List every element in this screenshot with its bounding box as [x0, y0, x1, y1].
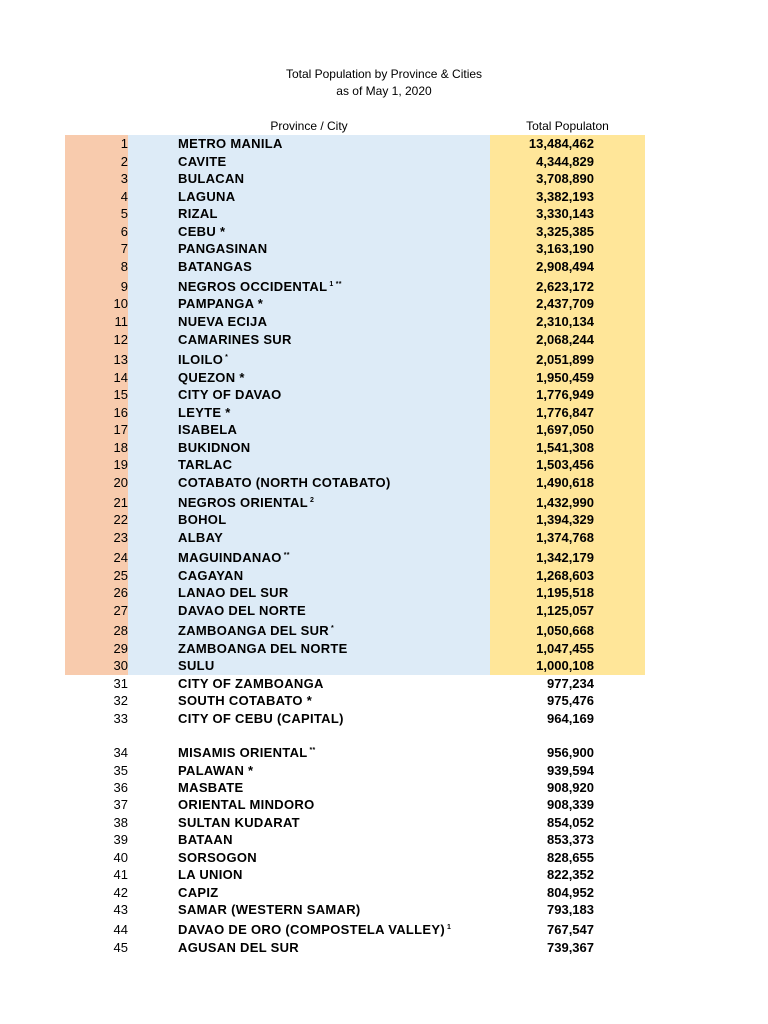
rank-cell: 6: [120, 224, 128, 239]
rank-cell: 11: [114, 314, 128, 329]
population-cell: 1,490,618: [536, 475, 594, 490]
table-row: [0, 693, 768, 710]
province-city-name: NEGROS ORIENTAL: [178, 495, 308, 510]
rank-cell: 9: [120, 279, 128, 294]
table-row: [0, 405, 768, 422]
population-cell: 793,183: [547, 902, 594, 917]
rank-cell: 28: [113, 623, 128, 638]
population-cell: 739,367: [547, 940, 594, 955]
rank-cell: 36: [113, 780, 128, 795]
rank-cell: 16: [113, 405, 128, 420]
population-cell: 767,547: [547, 922, 594, 937]
rank-cell: 40: [113, 850, 128, 865]
province-city-cell: [178, 352, 228, 367]
rank-cell: 33: [113, 711, 128, 726]
province-city-name: CITY OF DAVAO: [178, 387, 282, 402]
population-cell: 1,697,050: [536, 422, 594, 437]
province-city-cell: [178, 171, 244, 186]
province-city-name: CEBU *: [178, 224, 226, 239]
province-city-cell: [178, 457, 232, 472]
province-city-cell: [178, 224, 225, 239]
province-city-cell: [178, 711, 344, 726]
table-row: [0, 475, 768, 492]
province-city-name: LAGUNA: [178, 189, 236, 204]
table-row: [0, 136, 768, 153]
rank-cell: 45: [113, 940, 128, 955]
rank-cell: 29: [113, 641, 128, 656]
province-city-cell: [178, 867, 243, 882]
table-row: [0, 279, 768, 296]
population-cell: 1,268,603: [536, 568, 594, 583]
rank-cell: 24: [113, 550, 128, 565]
document-subtitle: as of May 1, 2020: [336, 84, 432, 98]
province-city-cell: [178, 641, 348, 656]
province-city-name: SULU: [178, 658, 215, 673]
province-city-name: MAGUINDANAO: [178, 550, 282, 565]
province-city-cell: [178, 405, 231, 420]
rank-cell: 38: [113, 815, 128, 830]
population-cell: 2,908,494: [536, 259, 594, 274]
rank-cell: 13: [113, 352, 128, 367]
province-city-name: METRO MANILA: [178, 136, 283, 151]
province-city-name: NEGROS OCCIDENTAL: [178, 279, 328, 294]
table-row: [0, 885, 768, 902]
province-city-name: CAMARINES SUR: [178, 332, 292, 347]
population-cell: 1,394,329: [536, 512, 594, 527]
population-cell: 853,373: [547, 832, 594, 847]
province-city-name: ORIENTAL MINDORO: [178, 797, 315, 812]
table-row: [0, 850, 768, 867]
province-city-cell: [178, 922, 451, 937]
province-city-name: MASBATE: [178, 780, 244, 795]
table-row: [0, 676, 768, 693]
province-city-name: COTABATO (NORTH COTABATO): [178, 475, 391, 490]
footnote-marker: *: [225, 354, 229, 361]
province-city-cell: [178, 623, 334, 638]
footnote-marker: **: [283, 552, 290, 559]
population-cell: 1,047,455: [536, 641, 594, 656]
footnote-marker: 1 **: [329, 281, 342, 288]
province-city-name: ILOILO: [178, 352, 224, 367]
province-city-cell: [178, 332, 292, 347]
population-cell: 1,503,456: [536, 457, 594, 472]
population-cell: 908,920: [547, 780, 594, 795]
province-city-name: ISABELA: [178, 422, 238, 437]
province-city-cell: [178, 550, 290, 565]
total-population-column-header: Total Populaton: [526, 119, 609, 133]
province-city-cell: [178, 495, 314, 510]
rank-cell: 30: [113, 658, 128, 673]
province-city-cell: [178, 780, 243, 795]
population-cell: 3,163,190: [536, 241, 594, 256]
population-cell: 1,000,108: [536, 658, 594, 673]
province-city-cell: [178, 885, 219, 900]
province-city-name: PALAWAN *: [178, 763, 254, 778]
table-row: [0, 568, 768, 585]
population-cell: 1,432,990: [536, 495, 594, 510]
table-row: [0, 745, 768, 762]
province-city-name: BATAAN: [178, 832, 233, 847]
table-row: [0, 815, 768, 832]
province-city-cell: [178, 693, 312, 708]
province-city-cell: [178, 940, 299, 955]
population-cell: 828,655: [547, 850, 594, 865]
rank-cell: 2: [120, 154, 128, 169]
population-cell: 13,484,462: [528, 136, 594, 151]
rank-cell: 34: [113, 745, 128, 760]
rank-cell: 32: [113, 693, 128, 708]
province-city-cell: [178, 512, 226, 527]
footnote-marker: 1: [446, 924, 452, 931]
table-row: [0, 206, 768, 223]
population-cell: 964,169: [547, 711, 594, 726]
province-city-name: PAMPANGA *: [178, 296, 264, 311]
province-city-cell: [178, 387, 282, 402]
province-city-cell: [178, 136, 283, 151]
population-cell: 1,374,768: [536, 530, 594, 545]
table-row: [0, 495, 768, 512]
table-row: [0, 641, 768, 658]
table-row: [0, 763, 768, 780]
population-cell: 1,541,308: [536, 440, 594, 455]
province-city-cell: [178, 815, 300, 830]
table-row: [0, 603, 768, 620]
rank-cell: 14: [113, 370, 128, 385]
table-row: [0, 189, 768, 206]
table-row: [0, 797, 768, 814]
table-row: [0, 585, 768, 602]
table-row: [0, 867, 768, 884]
table-row: [0, 940, 768, 957]
province-city-name: LANAO DEL SUR: [178, 585, 289, 600]
rank-cell: 39: [113, 832, 128, 847]
province-city-name: TARLAC: [178, 457, 233, 472]
table-row: [0, 171, 768, 188]
province-city-cell: [178, 475, 391, 490]
table-row: [0, 352, 768, 369]
province-city-cell: [178, 797, 314, 812]
table-row: [0, 241, 768, 258]
rank-cell: 1: [120, 136, 128, 151]
population-cell: 3,708,890: [536, 171, 594, 186]
province-city-name: ALBAY: [178, 530, 224, 545]
province-city-cell: [178, 422, 237, 437]
rank-cell: 8: [120, 259, 128, 274]
province-city-name: AGUSAN DEL SUR: [178, 940, 299, 955]
province-city-cell: [178, 314, 267, 329]
population-cell: 1,776,847: [536, 405, 594, 420]
province-city-cell: [178, 763, 253, 778]
rank-cell: 35: [113, 763, 128, 778]
population-cell: 854,052: [547, 815, 594, 830]
table-row: [0, 259, 768, 276]
footnote-marker: 2: [309, 497, 315, 504]
province-city-cell: [178, 259, 252, 274]
province-city-name: SAMAR (WESTERN SAMAR): [178, 902, 361, 917]
rank-cell: 31: [113, 676, 128, 691]
population-cell: 939,594: [547, 763, 594, 778]
province-city-cell: [178, 676, 324, 691]
province-city-column-header: Province / City: [270, 119, 348, 133]
table-row: [0, 296, 768, 313]
population-cell: 4,344,829: [536, 154, 594, 169]
rank-cell: 25: [113, 568, 128, 583]
table-row: [0, 550, 768, 567]
document-title: Total Population by Province & Cities: [285, 67, 483, 81]
table-row: [0, 154, 768, 171]
province-city-cell: [178, 850, 257, 865]
population-cell: 975,476: [547, 693, 594, 708]
table-row: [0, 780, 768, 797]
population-cell: 1,950,459: [536, 370, 594, 385]
table-row: [0, 332, 768, 349]
rank-cell: 15: [113, 387, 128, 402]
table-row: [0, 457, 768, 474]
population-cell: 2,051,899: [536, 352, 594, 367]
province-city-cell: [178, 745, 316, 760]
table-row: [0, 422, 768, 439]
population-cell: 804,952: [547, 885, 594, 900]
rank-cell: 20: [113, 475, 128, 490]
province-city-name: CAVITE: [178, 154, 227, 169]
table-row: [0, 922, 768, 939]
rank-cell: 22: [113, 512, 128, 527]
province-city-name: BATANGAS: [178, 259, 253, 274]
rank-cell: 41: [113, 867, 128, 882]
province-city-name: CAGAYAN: [178, 568, 244, 583]
rank-cell: 42: [113, 885, 128, 900]
province-city-name: BOHOL: [178, 512, 227, 527]
population-cell: 2,437,709: [536, 296, 594, 311]
population-cell: 1,776,949: [536, 387, 594, 402]
province-city-name: SOUTH COTABATO *: [178, 693, 313, 708]
table-row: [0, 387, 768, 404]
table-row: [0, 658, 768, 675]
rank-cell: 5: [120, 206, 128, 221]
province-city-name: DAVAO DEL NORTE: [178, 603, 307, 618]
rank-cell: 3: [120, 171, 128, 186]
population-cell: 2,310,134: [536, 314, 594, 329]
province-city-name: LA UNION: [178, 867, 243, 882]
population-cell: 2,068,244: [536, 332, 594, 347]
province-city-cell: [178, 296, 263, 311]
province-city-name: SULTAN KUDARAT: [178, 815, 300, 830]
population-cell: 908,339: [547, 797, 594, 812]
table-row: [0, 440, 768, 457]
province-city-cell: [178, 530, 223, 545]
province-city-name: ZAMBOANGA DEL NORTE: [178, 641, 348, 656]
province-city-name: DAVAO DE ORO (COMPOSTELA VALLEY): [178, 922, 445, 937]
rank-cell: 10: [113, 296, 128, 311]
rank-cell: 37: [113, 797, 128, 812]
footnote-marker: *: [331, 625, 335, 632]
province-city-cell: [178, 902, 361, 917]
province-city-cell: [178, 832, 233, 847]
population-cell: 1,195,518: [536, 585, 594, 600]
province-city-name: SORSOGON: [178, 850, 257, 865]
table-row: [0, 370, 768, 387]
province-city-name: RIZAL: [178, 206, 218, 221]
province-city-name: CITY OF CEBU (CAPITAL): [178, 711, 344, 726]
population-cell: 3,325,385: [536, 224, 594, 239]
table-row: [0, 512, 768, 529]
province-city-name: NUEVA ECIJA: [178, 314, 268, 329]
population-cell: 1,342,179: [536, 550, 594, 565]
province-city-cell: [178, 585, 289, 600]
rank-cell: 43: [113, 902, 128, 917]
rank-cell: 12: [113, 332, 128, 347]
province-city-name: PANGASINAN: [178, 241, 268, 256]
table-row: [0, 832, 768, 849]
population-cell: 2,623,172: [536, 279, 594, 294]
rank-cell: 27: [113, 603, 128, 618]
province-city-cell: [178, 658, 215, 673]
table-row: [0, 902, 768, 919]
province-city-cell: [178, 603, 306, 618]
rank-cell: 4: [120, 189, 128, 204]
table-row: [0, 623, 768, 640]
rank-cell: 23: [113, 530, 128, 545]
population-cell: 1,125,057: [536, 603, 594, 618]
population-cell: 3,382,193: [536, 189, 594, 204]
rank-cell: 19: [113, 457, 128, 472]
table-row: [0, 224, 768, 241]
province-city-name: QUEZON *: [178, 370, 245, 385]
province-city-cell: [178, 206, 218, 221]
rank-cell: 21: [113, 495, 128, 510]
province-city-name: MISAMIS ORIENTAL: [178, 745, 308, 760]
province-city-name: CAPIZ: [178, 885, 219, 900]
province-city-name: BUKIDNON: [178, 440, 251, 455]
province-city-cell: [178, 370, 245, 385]
rank-cell: 44: [113, 922, 128, 937]
table-row: [0, 314, 768, 331]
rank-cell: 17: [113, 422, 128, 437]
province-city-name: LEYTE *: [178, 405, 231, 420]
province-city-name: ZAMBOANGA DEL SUR: [178, 623, 329, 638]
rank-cell: 18: [113, 440, 128, 455]
province-city-cell: [178, 154, 227, 169]
rank-cell: 26: [113, 585, 128, 600]
population-cell: 1,050,668: [536, 623, 594, 638]
province-city-cell: [178, 440, 250, 455]
rank-cell: 7: [120, 241, 128, 256]
province-city-cell: [178, 189, 235, 204]
population-cell: 822,352: [547, 867, 594, 882]
province-city-cell: [178, 241, 267, 256]
table-row: [0, 711, 768, 728]
province-city-cell: [178, 279, 342, 294]
footnote-marker: **: [309, 747, 316, 754]
province-city-name: BULACAN: [178, 171, 245, 186]
population-cell: 3,330,143: [536, 206, 594, 221]
population-cell: 956,900: [547, 745, 594, 760]
province-city-cell: [178, 568, 243, 583]
province-city-name: CITY OF ZAMBOANGA: [178, 676, 324, 691]
table-row: [0, 530, 768, 547]
population-cell: 977,234: [547, 676, 594, 691]
